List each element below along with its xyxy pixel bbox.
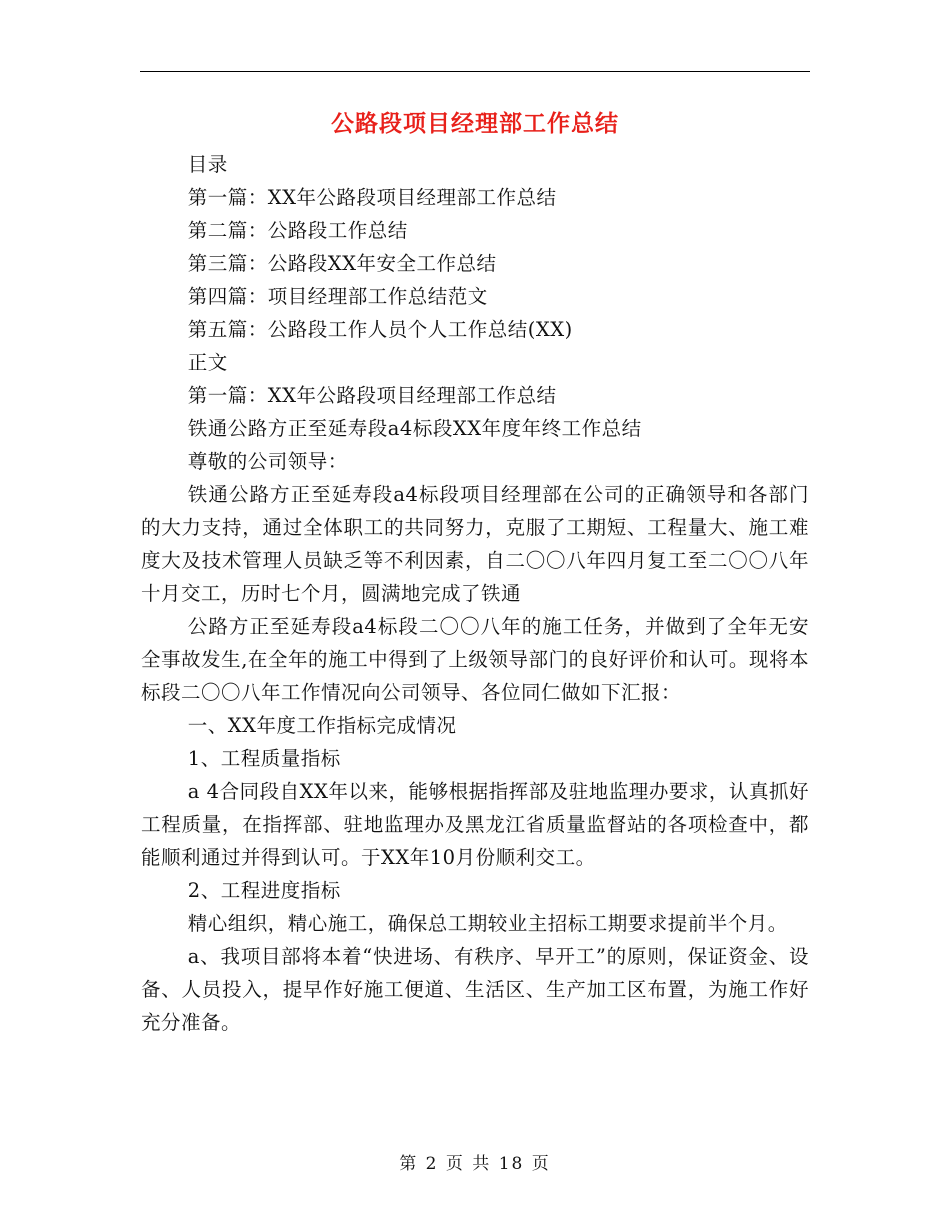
paragraph: a、我项目部将本着“快进场、有秩序、早开工”的原则，保证资金、设备、人员投入，提早作好施工便道、生活区、生产加工区布置，为施工作好充分准备。	[141, 945, 809, 1034]
paragraph: 正文	[187, 351, 228, 374]
paragraph: 第三篇：公路段XX年安全工作总结	[187, 252, 497, 275]
header-rule	[140, 71, 810, 72]
paragraph: 精心组织，精心施工，确保总工期较业主招标工期要求提前半个月。	[187, 912, 788, 935]
paragraph: 目录	[187, 153, 228, 176]
paragraph: 铁通公路方正至延寿段a4标段XX年度年终工作总结	[187, 417, 642, 440]
paragraph: 一、XX年度工作指标完成情况	[187, 714, 457, 737]
paragraph: 尊敬的公司领导：	[187, 450, 348, 473]
page-number: 第 2 页 共 18 页	[399, 1154, 551, 1174]
paragraph: 第五篇：公路段工作人员个人工作总结(XX)	[187, 318, 573, 341]
document-title: 公路段项目经理部工作总结	[331, 111, 619, 137]
paragraph: 第二篇：公路段工作总结	[187, 219, 408, 242]
paragraph: 公路方正至延寿段a4标段二〇〇八年的施工任务，并做到了全年无安全事故发生,在全年的施工中得到了上级领导部门的良好评价和认可。现将本标段二〇〇八年工作情况向公司领导、各位同仁做如下汇报：	[141, 615, 809, 704]
document-body	[141, 148, 809, 1039]
paragraph: 2、工程进度指标	[187, 879, 341, 902]
paragraph: a 4合同段自XX年以来，能够根据指挥部及驻地监理办要求，认真抓好工程质量，在指挥部、驻地监理办及黑龙江省质量监督站的各项检查中，都能顺利通过并得到认可。于XX年10月份顺利交工。	[141, 780, 809, 869]
paragraph: 第一篇：XX年公路段项目经理部工作总结	[187, 186, 557, 209]
paragraph: 第四篇：项目经理部工作总结范文	[187, 285, 488, 308]
paragraph: 1、工程质量指标	[187, 747, 341, 770]
paragraph: 第一篇：XX年公路段项目经理部工作总结	[187, 384, 557, 407]
paragraph: 铁通公路方正至延寿段a4标段项目经理部在公司的正确领导和各部门的大力支持，通过全体职工的共同努力，克服了工期短、工程量大、施工难度大及技术管理人员缺乏等不利因素，自二〇〇八年四月复工至二〇〇八年十月交工，历时七个月，圆满地完成了铁通	[141, 483, 809, 605]
